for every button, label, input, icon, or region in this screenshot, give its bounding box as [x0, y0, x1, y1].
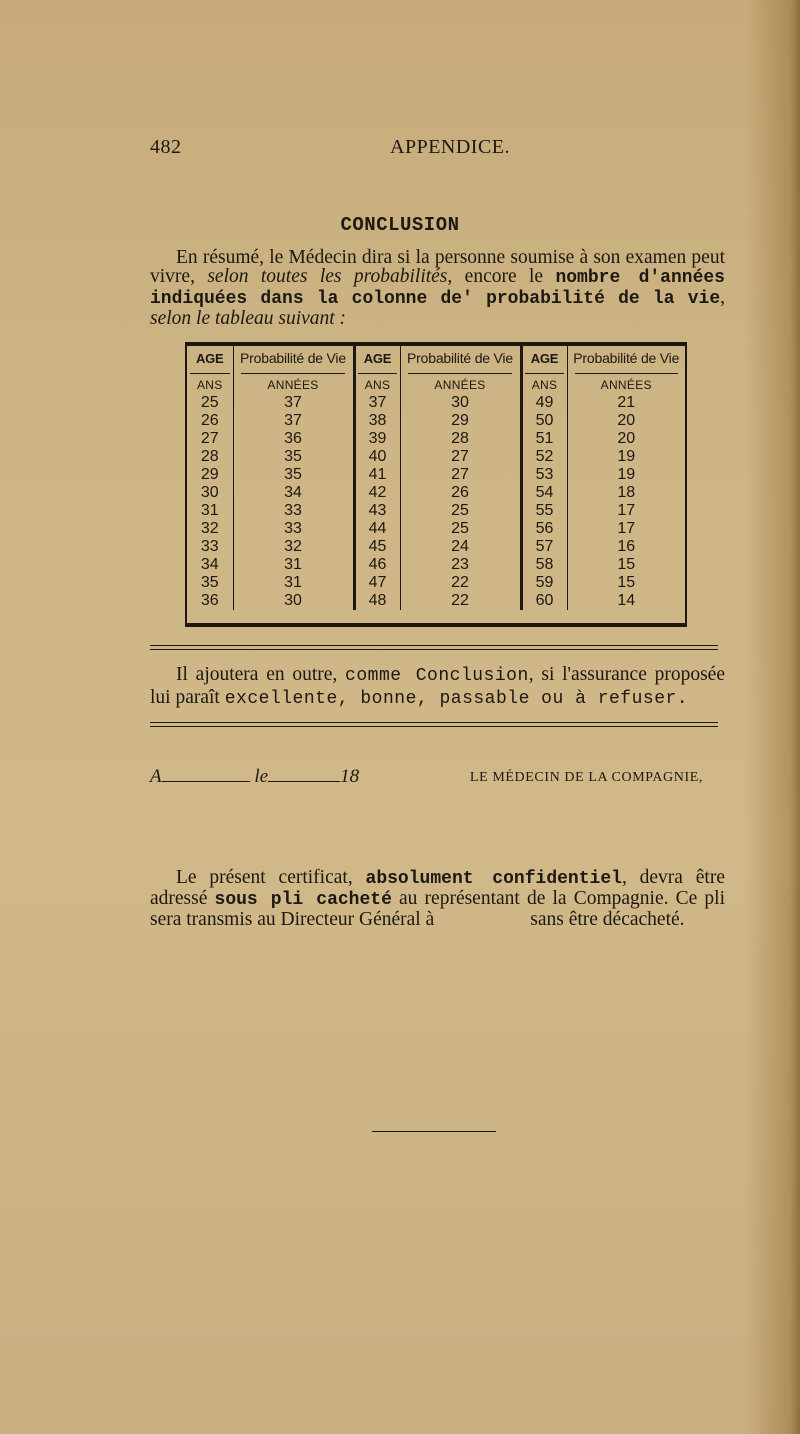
unit-cell: [187, 370, 233, 394]
probability-cell: 33: [233, 520, 354, 538]
unit-cell: [233, 370, 354, 394]
age-cell: 56: [521, 520, 567, 538]
probability-cell: 33: [233, 502, 354, 520]
age-cell: 37: [354, 394, 400, 412]
age-cell: 59: [521, 574, 567, 592]
table-row: [187, 466, 685, 484]
probability-cell: 31: [233, 574, 354, 592]
age-cell: 33: [200, 538, 219, 555]
age-cell: 43: [354, 502, 400, 520]
probability-cell: 19: [567, 448, 685, 466]
table-row: [187, 502, 685, 520]
col-header-age: AGE: [195, 350, 224, 366]
probability-cell: 20: [567, 412, 685, 430]
age-cell: 31: [200, 502, 219, 519]
age-cell: 44: [354, 520, 400, 538]
place-prefix: A: [150, 766, 162, 787]
age-cell: 52: [521, 448, 567, 466]
place-date-line: [150, 766, 359, 788]
probability-cell: 23: [400, 556, 521, 574]
col-header-age: AGE: [521, 346, 567, 370]
probability-cell: 26: [400, 484, 521, 502]
para-spaced: excellente, bonne, passable ou à refuser.: [224, 689, 689, 709]
probability-cell: 17: [567, 502, 685, 520]
units-row: [187, 370, 685, 394]
probability-cell: 15: [567, 556, 685, 574]
page-header: [150, 136, 715, 166]
age-cell: 57: [521, 538, 567, 556]
end-rule: [372, 1131, 496, 1132]
probability-cell: 14: [567, 592, 685, 610]
col-header-probability: Probabilité de Vie: [567, 346, 685, 370]
table-row: [187, 448, 685, 466]
unit-cell: [521, 370, 567, 394]
probability-cell: 27: [400, 448, 521, 466]
table-row: [187, 556, 685, 574]
age-cell: 41: [354, 466, 400, 484]
age-cell: 50: [521, 412, 567, 430]
unit-cell: [567, 370, 685, 394]
age-cell: 60: [521, 592, 567, 610]
para-text: , si l'assurance proposée lui paraît: [150, 664, 725, 708]
probability-cell: 20: [567, 430, 685, 448]
table-row: [187, 484, 685, 502]
date-word: le: [254, 766, 269, 787]
probability-cell: 15: [567, 574, 685, 592]
probability-cell: 29: [400, 412, 521, 430]
table-row: [187, 520, 685, 538]
age-cell: 30: [200, 484, 219, 501]
life-probability-table: [185, 342, 687, 627]
conclusion-instruction: [150, 664, 725, 710]
age-cell: 38: [354, 412, 400, 430]
probability-cell: 17: [567, 520, 685, 538]
table-row: [187, 574, 685, 592]
probability-cell: 31: [233, 556, 354, 574]
confidentiality-notice: [150, 868, 725, 930]
probability-cell: 35: [233, 448, 354, 466]
table-row: [187, 412, 685, 430]
age-cell: 32: [200, 520, 219, 537]
age-cell: 45: [354, 538, 400, 556]
probability-cell: 37: [233, 412, 354, 430]
notice-bold: absolument confidentiel: [365, 869, 622, 889]
age-cell: 28: [200, 448, 219, 465]
para-spaced: comme Conclusion: [345, 666, 529, 686]
intro-italic: selon toutes les probabilités: [207, 266, 448, 287]
probability-cell: 19: [567, 466, 685, 484]
age-cell: 27: [200, 430, 219, 447]
probability-cell: 21: [567, 394, 685, 412]
notice-text: au représentant de la Compagnie. Ce pli sera transmis au Directeur Général à: [150, 888, 725, 930]
probability-cell: 35: [233, 466, 354, 484]
signature-line: [150, 766, 725, 790]
probability-cell: 25: [400, 520, 521, 538]
unit-ans: ANS: [190, 373, 230, 394]
probability-cell: 18: [567, 484, 685, 502]
notice-bold: sous pli cacheté: [214, 890, 392, 910]
table-row: [187, 592, 685, 610]
age-cell: 40: [354, 448, 400, 466]
divider-rule: [150, 722, 718, 727]
table-row: [187, 430, 685, 448]
intro-bold: nombre d'années indiquées dans la colonne de' probabilité de la vie: [150, 268, 725, 309]
age-cell: 51: [521, 430, 567, 448]
age-cell: 39: [354, 430, 400, 448]
intro-italic: selon le tableau suivant :: [150, 308, 347, 329]
probability-cell: 30: [233, 592, 354, 610]
age-cell: 26: [200, 412, 219, 429]
intro-text: , encore le: [447, 266, 556, 287]
age-cell: 48: [354, 592, 400, 610]
notice-text: , devra être adressé: [150, 867, 725, 909]
probability-cell: 34: [233, 484, 354, 502]
probability-cell: 27: [400, 466, 521, 484]
probability-cell: 30: [400, 394, 521, 412]
notice-text: sans être décacheté.: [530, 909, 685, 930]
place-blank: [162, 777, 250, 782]
date-blank: [268, 777, 340, 782]
probability-cell: 22: [400, 574, 521, 592]
age-cell: 46: [354, 556, 400, 574]
unit-ans: ANS: [525, 373, 564, 394]
col-header-probability: Probabilité de Vie: [233, 346, 354, 370]
unit-ans: ANS: [358, 373, 397, 394]
probability-cell: 32: [233, 538, 354, 556]
table-row: [187, 394, 685, 412]
age-cell: 47: [354, 574, 400, 592]
probability-cell: 36: [233, 430, 354, 448]
probability-cell: 37: [233, 394, 354, 412]
table-header-row: [187, 346, 685, 370]
col-header-probability: Probabilité de Vie: [400, 346, 521, 370]
probability-cell: 24: [400, 538, 521, 556]
page-number: 482: [150, 136, 182, 158]
intro-paragraph: [150, 248, 725, 328]
age-cell: 42: [354, 484, 400, 502]
age-cell: 25: [200, 394, 219, 411]
age-cell: 54: [521, 484, 567, 502]
age-cell: 53: [521, 466, 567, 484]
year-prefix: 18: [340, 766, 360, 787]
probability-cell: 25: [400, 502, 521, 520]
age-cell: 35: [200, 574, 219, 591]
para-text: Il ajoutera en outre,: [176, 664, 346, 685]
age-cell: 49: [521, 394, 567, 412]
unit-cell: [400, 370, 521, 394]
col-header-age: AGE: [354, 346, 400, 370]
probability-cell: 28: [400, 430, 521, 448]
unit-annees: ANNÉES: [408, 373, 513, 394]
age-cell: 36: [200, 592, 219, 609]
probability-table-grid: [187, 346, 685, 610]
divider-rule: [150, 645, 718, 650]
section-title: CONCLUSION: [340, 214, 460, 236]
intro-text: ,: [720, 287, 725, 308]
age-cell: 58: [521, 556, 567, 574]
age-cell: 29: [200, 466, 219, 483]
unit-cell: [354, 370, 400, 394]
age-cell: 34: [200, 556, 219, 573]
probability-cell: 22: [400, 592, 521, 610]
unit-annees: ANNÉES: [575, 373, 678, 394]
table-row: [187, 538, 685, 556]
intro-text: En résumé, le Médecin dira si la personne soumise à son examen peut vivre,: [150, 247, 725, 287]
age-cell: 55: [521, 502, 567, 520]
unit-annees: ANNÉES: [241, 373, 346, 394]
doctor-signature-label: LE MÉDECIN DE LA COMPAGNIE,: [469, 770, 703, 785]
probability-cell: 16: [567, 538, 685, 556]
running-head: APPENDICE.: [390, 136, 511, 158]
notice-text: Le présent certificat,: [176, 867, 366, 888]
